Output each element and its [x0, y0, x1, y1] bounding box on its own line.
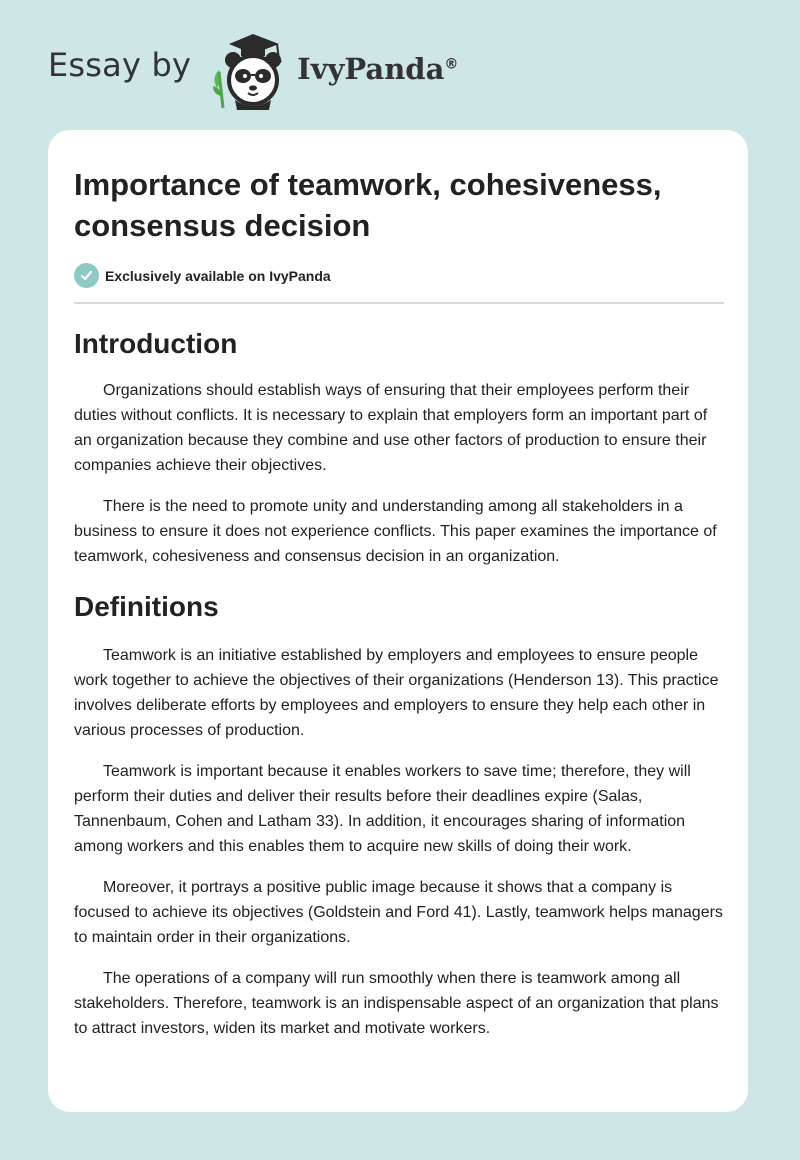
brand-registered-mark: ®: [444, 56, 459, 73]
brand-prefix: Essay by: [48, 46, 192, 84]
paragraph: There is the need to promote unity and understanding among all stakeholders in a business to ensure it does not experience conflicts. This paper examines the importance of teamwork, cohesiveness and consensus decision in an organization.: [74, 498, 717, 565]
panda-graduate-logo-icon: [207, 30, 299, 110]
essay-title: Importance of teamwork, cohesiveness, consensus decision: [74, 167, 662, 243]
brand-header: [48, 30, 458, 110]
paragraph: The operations of a company will run smoothly when there is teamwork among all stakeholders. Therefore, teamwork is an indispensable aspect of an organization that plans to attract investors, widen its market and motivate workers.: [74, 970, 719, 1037]
section-heading-definitions: Definitions: [74, 591, 219, 622]
title-divider: [74, 302, 724, 304]
exclusive-badge: [74, 263, 331, 288]
section-heading-introduction: Introduction: [74, 328, 238, 359]
exclusive-badge-label: Exclusively available on IvyPanda: [105, 267, 331, 284]
paragraph: Moreover, it portrays a positive public image because it shows that a company is focused to achieve its objectives (Goldstein and Ford 41). Lastly, teamwork helps managers to maintain order in their organizations.: [74, 879, 723, 946]
brand-name: [297, 52, 458, 86]
check-circle-icon: [74, 263, 99, 288]
paragraph: Teamwork is important because it enables workers to save time; therefore, they will perform their duties and deliver their results before their deadlines expire (Salas, Tannenbaum, Cohen and Latham 33). In addition, it encourages sharing of information among workers and this enables them to acquire new skills of doing their work.: [74, 763, 691, 855]
paragraph: Teamwork is an initiative established by employers and employees to ensure people work together to achieve the objectives of their organizations (Henderson 13). This practice involves deliberate efforts by employees and employers to ensure they help each other in various processes of production.: [74, 647, 719, 739]
brand-name-text: IvyPanda: [297, 52, 445, 86]
essay-card: [48, 130, 748, 1112]
essay-body: [74, 326, 724, 1057]
paragraph: Organizations should establish ways of ensuring that their employees perform their duties without conflicts. It is necessary to explain that employers form an important part of an organization because they combine and use other factors of production to ensure their companies achieve their objectives.: [74, 382, 708, 474]
